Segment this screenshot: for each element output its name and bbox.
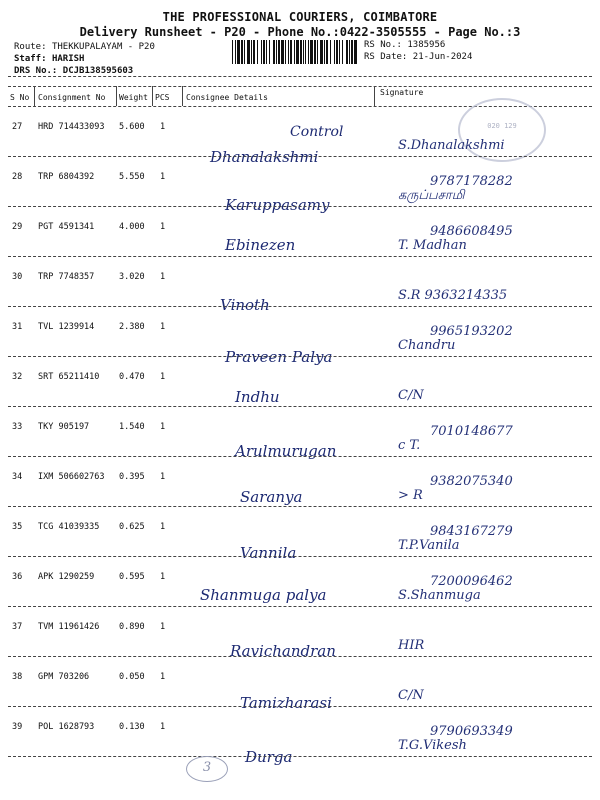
row-divider [8,206,592,207]
drs-label: DRS No.: [14,66,58,76]
rs-date-label: RS Date: [364,52,408,62]
row-consignment-no: TRP 6804392 [38,172,95,182]
row-phone: 9790693349 [430,724,513,739]
rs-no-line [364,40,445,50]
row-pcs: 1 [160,722,166,732]
column-header-rule-top [8,86,592,87]
row-pcs: 1 [160,472,166,482]
row-consignee-name: Dhanalakshmi [210,148,319,166]
row-sno: 32 [12,372,23,382]
drs-value: DCJB138595603 [62,66,134,76]
stamp-text: 020 129 [487,122,517,130]
row-signature: C/N [398,688,424,703]
row-sno: 31 [12,322,23,332]
staff-value: HARISH [51,54,85,64]
row-signature: T. Madhan [398,238,467,253]
row-pcs: 1 [160,372,166,382]
row-divider [8,456,592,457]
row-consignment-no: TCG 41039335 [38,522,100,532]
row-consignment-no: TKY 905197 [38,422,90,432]
row-pcs: 1 [160,222,166,232]
row-weight: 0.470 [119,372,145,382]
row-divider [8,156,592,157]
row-pcs: 1 [160,572,166,582]
row-divider [8,656,592,657]
row-consignee-name: Indhu [235,388,280,406]
row-consignee-name: Shanmuga palya [200,586,327,604]
row-consignee-name: Ravichandran [230,642,336,660]
col-signature: Signature [380,88,424,97]
row-phone: 7200096462 [430,574,513,589]
row-sno: 37 [12,622,23,632]
row-sno: 27 [12,122,23,132]
row-consignee-name: Praveen Palya [225,348,333,366]
barcode-icon [232,40,358,64]
col-divider [34,86,35,106]
row-sno: 39 [12,722,23,732]
row-consignment-no: SRT 65211410 [38,372,100,382]
runsheet-title: Delivery Runsheet - P20 - Phone No.:0422-3505555 - Page No.:3 [79,25,521,39]
row-phone: 9486608495 [430,224,513,239]
row-divider [8,556,592,557]
row-sno: 36 [12,572,23,582]
row-signature: S.Dhanalakshmi [398,138,505,153]
rs-date-value: 21-Jun-2024 [412,52,473,62]
row-consignee-name: Ebinezen [225,236,296,254]
row-sno: 29 [12,222,23,232]
row-signature: கருப்பசாமி [398,188,465,203]
row-phone: 9965193202 [430,324,513,339]
row-consignment-no: TRP 7748357 [38,272,95,282]
row-consignee-name: Saranya [240,488,303,506]
row-weight: 0.890 [119,622,145,632]
row-sno: 34 [12,472,23,482]
row-signature: > R [398,488,423,503]
row-weight: 2.380 [119,322,145,332]
row-pcs: 1 [160,522,166,532]
row-pcs: 1 [160,622,166,632]
row-consignment-no: TVL 1239914 [38,322,95,332]
rs-date-line [364,52,472,62]
col-pcs: PCS [155,93,170,102]
row-pcs: 1 [160,422,166,432]
col-divider [152,86,153,106]
route-value: THEKKUPALAYAM - P20 [51,42,155,52]
col-weight: Weight [119,93,148,102]
row-signature: C/N [398,388,424,403]
row-consignment-no: TVM 11961426 [38,622,100,632]
row-divider [8,356,592,357]
row-divider [8,506,592,507]
drs-line [14,66,133,76]
row-consignee-name: Arulmurugan [235,442,337,460]
row-consignment-no: GPM 703206 [38,672,90,682]
row-divider [8,756,592,757]
row-phone: 9382075340 [430,474,513,489]
row-pcs: 1 [160,672,166,682]
row-sno: 30 [12,272,23,282]
row-divider [8,606,592,607]
staff-line [14,54,84,64]
row-consignee-name: Karuppasamy [225,196,330,214]
row-consignee-name: Vinoth [220,296,270,314]
row-pcs: 1 [160,122,166,132]
row-signature: c T. [398,438,421,453]
row-divider [8,256,592,257]
staff-label: Staff: [14,54,47,64]
row-weight: 1.540 [119,422,145,432]
col-consignment: Consignment No [38,93,106,102]
row-weight: 5.550 [119,172,145,182]
company-title: THE PROFESSIONAL COURIERS, COIMBATORE [162,10,438,24]
row-pcs: 1 [160,172,166,182]
row-divider [8,306,592,307]
row-weight: 0.050 [119,672,145,682]
row-signature: Chandru [398,338,456,353]
rs-no-label: RS No.: [364,40,402,50]
row-sno: 28 [12,172,23,182]
col-sno: S No [10,93,30,102]
row-consignment-no: IXM 506602763 [38,472,105,482]
row-weight: 0.625 [119,522,145,532]
row-phone: 9843167279 [430,524,513,539]
route-line [14,42,155,52]
row-signature: T.P.Vanila [398,538,460,553]
row-phone: 9787178282 [430,174,513,189]
row-sno: 35 [12,522,23,532]
row-consignment-no: POL 1628793 [38,722,95,732]
col-details: Consignee Details [186,93,268,102]
row-divider [8,706,592,707]
row-signature: S.R 9363214335 [398,288,508,303]
row-weight: 4.000 [119,222,145,232]
col-divider [374,86,375,106]
row-pcs: 1 [160,322,166,332]
row-weight: 0.595 [119,572,145,582]
row-consignee-name: Vannila [240,544,297,562]
row-consignee-name: Tamizharasi [240,694,332,712]
row-signature: HIR [398,638,425,653]
page-mark-circle [186,756,228,782]
row-consignment-no: PGT 4591341 [38,222,95,232]
row-weight: 0.395 [119,472,145,482]
row-signature: T.G.Vikesh [398,738,467,753]
row-sno: 38 [12,672,23,682]
row-pcs: 1 [160,272,166,282]
rs-no-value: 1385956 [407,40,446,50]
row-consignee-note: Control [290,124,344,140]
row-sno: 33 [12,422,23,432]
row-divider [8,406,592,407]
row-signature: S.Shanmuga [398,588,481,603]
row-consignment-no: APK 1290259 [38,572,95,582]
page-mark: 3 [202,760,212,775]
row-weight: 3.020 [119,272,145,282]
header-rule [8,76,592,77]
route-label: Route: [14,42,47,52]
row-weight: 0.130 [119,722,145,732]
row-consignment-no: HRD 714433093 [38,122,105,132]
row-consignee-name: Durga [245,748,293,766]
col-divider [116,86,117,106]
row-phone: 7010148677 [430,424,513,439]
col-divider [182,86,183,106]
row-weight: 5.600 [119,122,145,132]
